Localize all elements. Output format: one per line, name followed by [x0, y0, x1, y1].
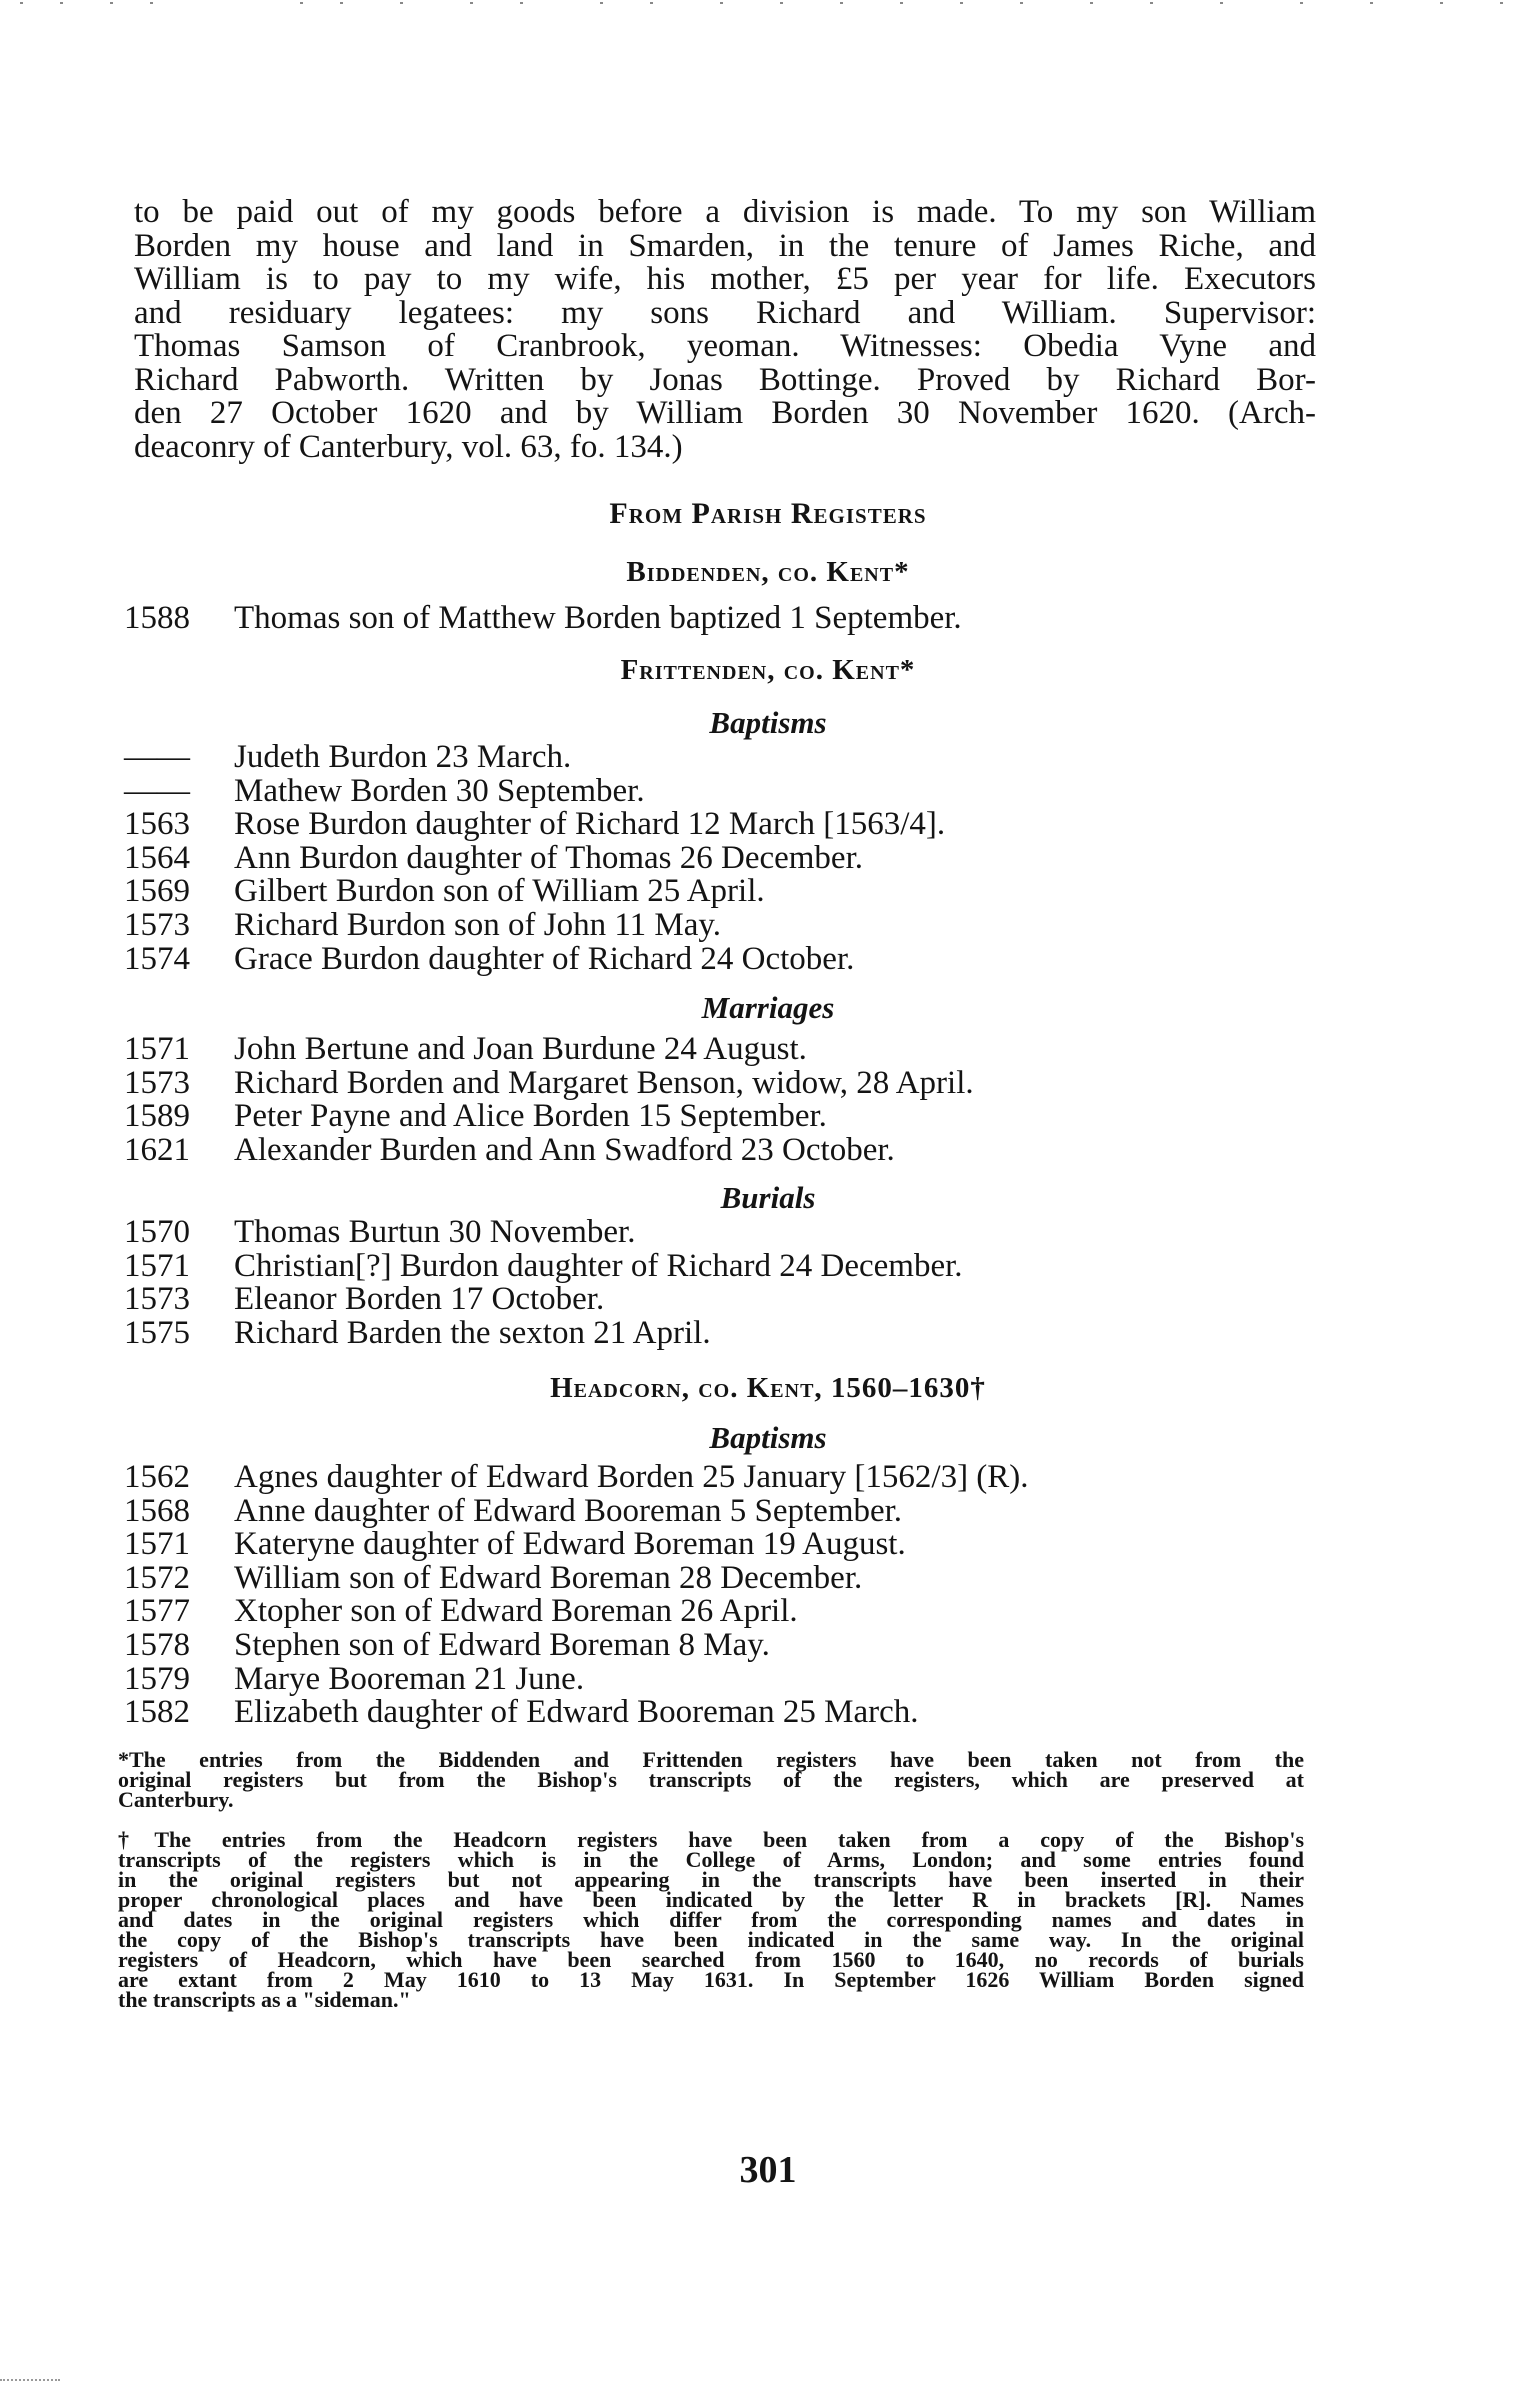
page-number: 301	[739, 2149, 797, 2191]
frittenden-burials-list	[124, 1216, 963, 1350]
entry-year: 1621	[124, 1131, 190, 1168]
scan-specks-top	[0, 0, 1536, 10]
entry-text: Richard Borden and Margaret Benson, widow, 28 April.	[234, 1064, 974, 1101]
register-entry	[124, 602, 962, 636]
register-entry	[124, 808, 945, 842]
footnote-biddenden-frittenden	[118, 1747, 1304, 1812]
text-line: and residuary legatees: my sons Richard and William. Supervisor:	[134, 294, 1316, 331]
entry-year: 1562	[124, 1459, 190, 1495]
footnote-line: in the original registers but not appearing in the transcripts have been inserted in their	[118, 1867, 1304, 1892]
text-line: den 27 October 1620 and by William Borden 30 November 1620. (Arch-	[134, 395, 1316, 431]
entry-text: Gilbert Burdon son of William 25 April.	[234, 873, 765, 910]
entry-year: 1572	[124, 1559, 190, 1596]
entry-year: 1564	[124, 839, 190, 876]
footnote-line: transcripts of the registers which is in the College of Arms, London; and some entries found	[118, 1847, 1304, 1872]
will-abstract-paragraph	[134, 196, 1316, 464]
entry-year: 1578	[124, 1626, 190, 1663]
text-line: Borden my house and land in Smarden, in the tenure of James Riche, and	[134, 227, 1316, 264]
entry-year: 1575	[124, 1314, 190, 1351]
subheading-frittenden-marriages: Marriages	[701, 990, 835, 1025]
footnote-line: proper chronological places and have been indicated by the letter R in brackets [R]. Names	[118, 1887, 1304, 1912]
register-entry	[124, 940, 945, 977]
register-entry	[124, 1131, 974, 1168]
footnote-line: the copy of the Bishop's transcripts have been indicated in the same way. In the original	[118, 1927, 1304, 1952]
entry-text: Judeth Burdon 23 March.	[234, 739, 572, 775]
entry-text: Mathew Borden 30 September.	[234, 772, 645, 809]
entry-year: 1573	[124, 1281, 190, 1318]
entry-text: Peter Payne and Alice Borden 15 September.	[234, 1098, 827, 1135]
register-entry	[124, 1492, 1029, 1529]
entry-year: 1568	[124, 1492, 190, 1529]
footnote-line: †The entries from the Headcorn registers have been taken from a copy of the Bishop's	[118, 1827, 1304, 1852]
register-entry	[124, 741, 945, 775]
entry-year: 1569	[124, 873, 190, 910]
register-entry	[124, 1283, 963, 1317]
register-entry	[124, 1100, 974, 1134]
register-entry	[124, 1559, 1029, 1596]
entry-year: 1582	[124, 1694, 190, 1731]
entry-year: 1573	[124, 906, 190, 943]
text-line: deaconry of Canterbury, vol. 63, fo. 134.)	[134, 428, 683, 465]
text-line: Richard Pabworth. Written by Jonas Bottinge. Proved by Richard Bor-	[134, 361, 1316, 398]
register-entry	[124, 1528, 1029, 1562]
heading-frittenden: Frittenden, co. Kent*	[620, 654, 916, 686]
entry-text: Stephen son of Edward Boreman 8 May.	[234, 1626, 770, 1663]
entry-text: William son of Edward Boreman 28 December.	[234, 1559, 863, 1596]
register-entry	[124, 1595, 1029, 1629]
entry-text: John Bertune and Joan Burdune 24 August.	[234, 1031, 807, 1067]
entry-text: Grace Burdon daughter of Richard 24 October.	[234, 940, 855, 977]
heading-biddenden: Biddenden, co. Kent*	[626, 556, 910, 588]
entry-text: Rose Burdon daughter of Richard 12 March [1563/4].	[234, 806, 946, 843]
heading-headcorn: Headcorn, co. Kent, 1560–1630†	[550, 1372, 986, 1404]
entry-year: ——	[124, 739, 190, 775]
section-heading-parish-registers: From Parish Registers	[609, 497, 927, 530]
entry-year: 1579	[124, 1660, 190, 1697]
register-entry	[124, 875, 945, 909]
footnote-headcorn	[118, 1827, 1304, 2012]
footnote-line: are extant from 2 May 1610 to 13 May 1631. In September 1626 William Borden signed	[118, 1967, 1304, 1992]
register-entry	[124, 1314, 963, 1351]
entry-year: 1571	[124, 1031, 190, 1067]
entry-text: Ann Burdon daughter of Thomas 26 December.	[234, 839, 863, 876]
footnote-line: original registers but from the Bishop's transcripts of the registers, which are preserved at	[118, 1767, 1304, 1792]
text-line: Thomas Samson of Cranbrook, yeoman. Witnesses: Obedia Vyne and	[134, 328, 1316, 364]
entry-text: Marye Booreman 21 June.	[234, 1660, 585, 1697]
entry-text: Richard Barden the sexton 21 April.	[234, 1314, 711, 1351]
entry-year: 1571	[124, 1247, 190, 1284]
entry-year: 1577	[124, 1593, 190, 1630]
entry-text: Thomas son of Matthew Borden baptized 1 September.	[234, 600, 962, 636]
register-entry	[124, 1247, 963, 1284]
frittenden-baptisms-list	[124, 741, 945, 976]
register-entry	[124, 1626, 1029, 1663]
entry-text: Richard Burdon son of John 11 May.	[234, 906, 722, 943]
footnote-line: the transcripts as a "sideman."	[118, 1987, 411, 2012]
entry-text: Alexander Burden and Ann Swadford 23 October.	[234, 1131, 895, 1168]
subheading-headcorn-baptisms: Baptisms	[709, 1420, 827, 1455]
register-entry	[124, 1696, 1029, 1730]
entry-text: Anne daughter of Edward Booreman 5 September.	[234, 1492, 903, 1529]
entry-text: Eleanor Borden 17 October.	[234, 1281, 605, 1318]
entry-year: 1574	[124, 940, 190, 977]
scan-specks-bottom	[0, 2379, 60, 2385]
subheading-frittenden-baptisms: Baptisms	[709, 705, 827, 740]
entry-year: 1589	[124, 1098, 190, 1135]
register-entry	[124, 1064, 974, 1101]
headcorn-baptisms-list	[124, 1461, 1029, 1730]
biddenden-entries	[124, 602, 962, 636]
entry-text: Elizabeth daughter of Edward Booreman 25 March.	[234, 1694, 919, 1731]
entry-year: 1571	[124, 1526, 190, 1563]
subheading-frittenden-burials: Burials	[720, 1180, 816, 1215]
entry-text: Xtopher son of Edward Boreman 26 April.	[234, 1593, 798, 1630]
entry-text: Thomas Burtun 30 November.	[234, 1214, 636, 1250]
text-line: to be paid out of my goods before a division is made. To my son William	[134, 194, 1316, 230]
entry-text: Kateryne daughter of Edward Boreman 19 August.	[234, 1526, 906, 1563]
frittenden-marriages-list	[124, 1033, 974, 1167]
entry-year: ——	[124, 772, 190, 809]
footnote-line: and dates in the original registers which differ from the corresponding names and dates in	[118, 1907, 1304, 1932]
register-entry	[124, 1461, 1029, 1495]
register-entry	[124, 839, 945, 876]
footnote-line: *The entries from the Biddenden and Frittenden registers have been taken not from the	[118, 1747, 1304, 1772]
entry-text: Agnes daughter of Edward Borden 25 January [1562/3] (R).	[234, 1459, 1029, 1495]
register-entry	[124, 1033, 974, 1067]
entry-year: 1573	[124, 1064, 190, 1101]
footnote-line: registers of Headcorn, which have been searched from 1560 to 1640, no records of burials	[118, 1947, 1304, 1972]
text-line: William is to pay to my wife, his mother, £5 per year for life. Executors	[134, 261, 1316, 297]
entry-year: 1570	[124, 1214, 190, 1250]
entry-year: 1588	[124, 600, 190, 636]
register-entry	[124, 772, 945, 809]
register-entry	[124, 1660, 1029, 1697]
register-entry	[124, 1216, 963, 1250]
footnote-line: Canterbury.	[118, 1787, 234, 1812]
register-entry	[124, 906, 945, 943]
entry-text: Christian[?] Burdon daughter of Richard 24 December.	[234, 1247, 963, 1284]
entry-year: 1563	[124, 806, 190, 843]
